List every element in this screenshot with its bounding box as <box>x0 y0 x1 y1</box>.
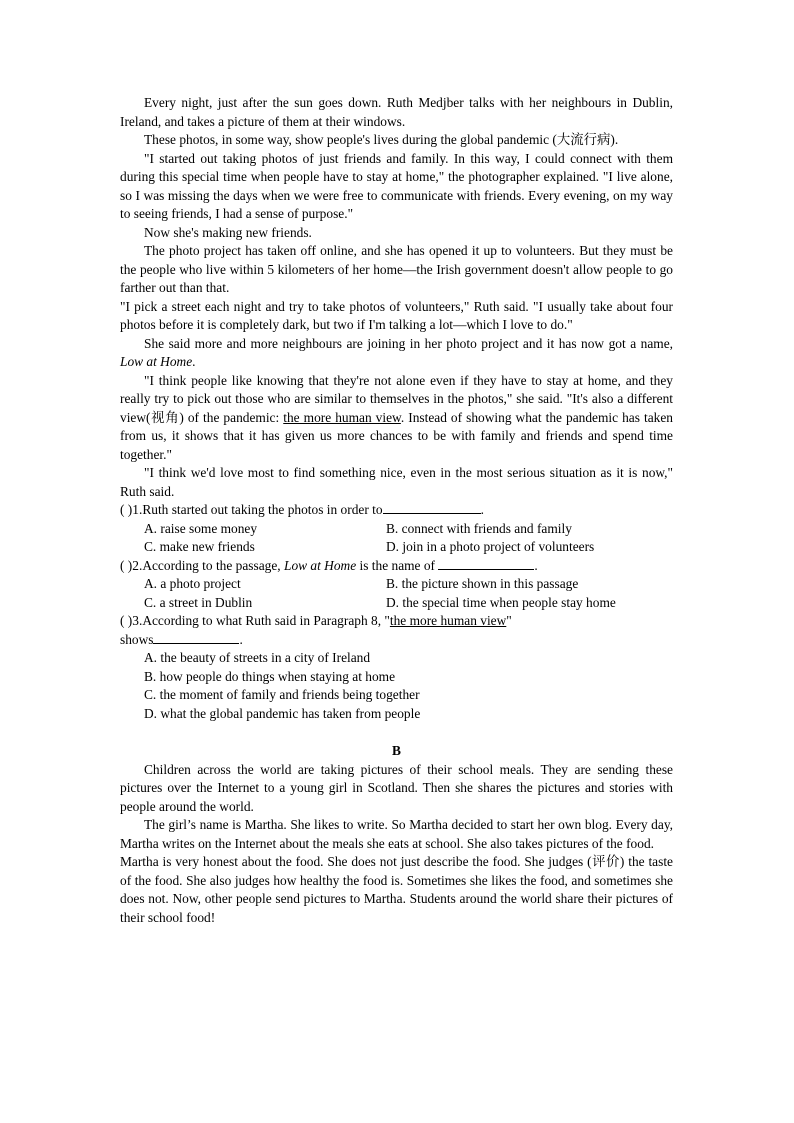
question-1-options-row-1 <box>120 520 673 539</box>
underlined-phrase: the more human view <box>283 409 401 425</box>
question-1-end: . <box>480 502 484 517</box>
section-b-heading: B <box>392 743 401 758</box>
paragraph-8-end: . Instead of showing what the pandemic has taken from us, it shows that it has given us more chances to be with family and friends and spend time together." <box>120 409 673 462</box>
passage-b-paragraph-3: Martha is very honest about the food. She does not just describe the food. She judges (评价) the taste of the food. She also judges how healthy the food is. Sometimes she likes the food, and sometimes she does not. Now, other people send pictures to Martha. Students around the world share their pictures of their school food! <box>120 854 673 925</box>
question-2 <box>120 557 673 576</box>
option-c: C. a street in Dublin <box>144 594 253 610</box>
question-2-stem: According to the passage, <box>142 557 284 573</box>
passage-a-paragraph-8 <box>120 372 673 465</box>
passage-b-paragraph-2: The girl’s name is Martha. She likes to write. So Martha decided to start her own blog. Every day, Martha writes on the Internet about the meals she eats at school. She also takes pictures of the food. <box>120 817 673 851</box>
answer-blank <box>383 501 481 514</box>
option-c: C. the moment of family and friends being together <box>144 687 420 702</box>
question-2-end: . <box>534 557 538 573</box>
option-d: D. the special time when people stay home <box>386 594 616 610</box>
option-a: A. the beauty of streets in a city of Ireland <box>144 650 371 665</box>
underlined-phrase: the more human view <box>389 613 507 628</box>
passage-a-paragraph-6: "I pick a street each night and try to take photos of volunteers," Ruth said. "I usually take about four photos before it is completely dark, but two if I'm talking a lot—which I love to do." <box>120 298 673 332</box>
question-3-prefix: ( )3. <box>120 613 143 628</box>
question-3-stem: According to what Ruth said in Paragraph 8, " <box>142 613 390 628</box>
answer-blank <box>153 631 239 644</box>
question-3-quote-end: " <box>506 613 512 628</box>
option-a: A. raise some money <box>144 520 258 536</box>
passage-a-paragraph-2: These photos, in some way, show people's lives during the global pandemic (大流行病). <box>144 132 619 147</box>
passage-a-paragraph-9: "I think we'd love most to find something nice, even in the most serious situation as it is now," Ruth said. <box>120 465 673 499</box>
option-b: B. the picture shown in this passage <box>386 576 579 591</box>
question-1-stem: Ruth started out taking the photos in order to <box>142 502 383 517</box>
paragraph-8-text: "I think people like knowing that they're not alone even if they have to stay at home, and they really try to pick out those who are similar to themselves in the photos," she said. "It's also a different view(视角) of the pandemic: <box>120 372 673 425</box>
question-2-prefix: ( )2. <box>120 557 143 573</box>
option-d: D. join in a photo project of volunteers <box>386 539 595 554</box>
option-b: B. how people do things when staying at home <box>144 668 396 684</box>
question-3-end: . <box>239 631 243 647</box>
option-d: D. what the global pandemic has taken from people <box>144 705 421 721</box>
answer-blank <box>438 557 534 570</box>
question-2-stem-end: is the name of <box>356 557 436 573</box>
question-1-prefix: ( )1. <box>120 502 143 517</box>
question-3 <box>120 612 673 649</box>
question-1 <box>120 501 673 520</box>
paragraph-7-end: . <box>192 354 196 369</box>
passage-a-paragraph-4: Now she's making new friends. <box>144 224 312 240</box>
question-2-options-row-2 <box>120 594 673 613</box>
option-c: C. make new friends <box>144 539 255 554</box>
question-3-stem-line-2: shows <box>120 631 154 647</box>
question-1-options-row-2 <box>120 538 673 557</box>
paragraph-7-text: She said more and more neighbours are joining in her photo project and it has now got a name, <box>144 335 673 351</box>
passage-a-paragraph-3: "I started out taking photos of just friends and family. In this way, I could connect with them during this special time when people have to stay at home," the photographer explained. "I live alone, so I was missing the days when we were free to communicate with friends. Every evening, on my way to seeing friends, I had a sense of purpose." <box>120 150 673 221</box>
passage-b-paragraph-1: Children across the world are taking pictures of their school meals. They are sending these pictures over the Internet to a young girl in Scotland. Then she shares the pictures and stories with people around the world. <box>120 761 673 814</box>
passage-a-paragraph-5: The photo project has taken off online, and she has opened it up to volunteers. But they must be the people who live within 5 kilometers of her home—the Irish government doesn't allow people to go farther out than that. <box>120 243 673 295</box>
project-name: Low at Home <box>120 354 193 369</box>
option-b: B. connect with friends and family <box>386 520 572 536</box>
document-page <box>120 94 673 927</box>
passage-a-paragraph-1: Every night, just after the sun goes down. Ruth Medjber talks with her neighbours in Dublin, Ireland, and takes a picture of them at their windows. <box>120 95 673 129</box>
project-name: Low at Home <box>284 557 357 573</box>
option-a: A. a photo project <box>144 576 241 591</box>
passage-a-paragraph-7 <box>120 335 673 372</box>
question-2-options-row-1 <box>120 575 673 594</box>
